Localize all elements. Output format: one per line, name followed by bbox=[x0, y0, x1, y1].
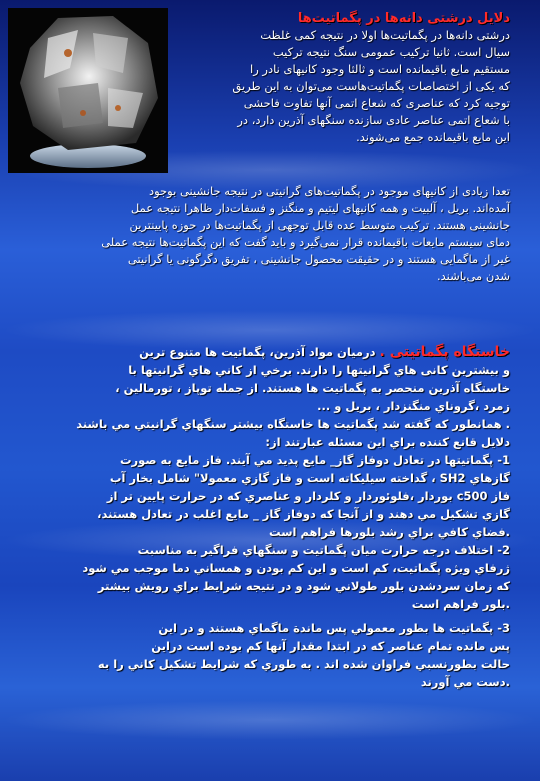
section-replacement bbox=[20, 183, 510, 285]
reason-item: 3- پگماتیت ها بطور معمولي پس ماندة ماگماي هستند و در این پس مانده تمام عناصر که در ابتدا مقدار آنها کم بوده است دراین حالت بطورنسبي فراوان شده اند . به طوري که شرایط تشکیل کاني را به .دست مي آورند bbox=[97, 621, 510, 689]
origin-line: زمرد ،گروناي منگنزدار ، بریل و ... bbox=[317, 399, 510, 413]
section-title: دلایل درشتی دانه‌ها در پگماتیت‌ها bbox=[297, 11, 510, 26]
section-grain-size bbox=[190, 10, 510, 146]
origin-line: دلایل قانع کننده براي این مسئله عبارتند از: bbox=[265, 435, 510, 449]
reason-item: 1- پگماتیتها در تعادل دوفاز گاز_ مایع پدید مي آیند. فاز مایع به صورت گازهاي SH2 ، گداخته سیلیکاته است و فاز گازي معمولا" شامل بخار آب فاز c500 بوردار ،فلوئوردار و کلردار و عناصري که در حرارت پایین تر از گازي تشکیل مي دهند و از آنجا که دوفاز گاز _ مایع اغلب در تعادل هستند، .فضاي کافي براي رشد بلورها فراهم است bbox=[97, 453, 510, 539]
origin-line: خاستگاه آذرین منحصر به پگماتیت ها هستند. از جمله توپاز ، تورمالین ، bbox=[115, 381, 510, 395]
origin-line: . همانطور که گفته شد پگماتیت ها خاستگاه بیشتر سنگهاي گرانیتي مي باشند bbox=[76, 417, 510, 431]
section-paragraph: تعدا زیادی از کانیهای موجود در پگماتیت‌های گرانیتی در نتیجه جانشینی بوجود آمده‌اند. بریل ، آلبیت و همه کانیهای لیتیم و منگنز و فسفات‌دار ظاهرا نتیجه عمل جانشینی هستند. ترکیب متوسط عده قابل توجهی از پگماتیت‌ها در حوزه پایینترین دمای سیستم مایعات باقیمانده قرار نمی‌گیرد و باید گفت که این پگماتیت‌ها نتیجه عملی غیر از ماگمایی هستند و در حقیقت محصول جانشینی ، تفریق دگرگونی یا گرانیتی شدن می‌باشند. bbox=[101, 184, 510, 283]
origin-line: و بیشترین کانی هاي گرانیتها را دارند. برخي از کاني هاي گرانیتها با bbox=[128, 363, 510, 377]
section-title: خاستگاه پگماتیتی . bbox=[379, 344, 510, 360]
section-paragraph: درشتی دانه‌ها در پگماتیت‌ها اولا در نتیجه کمی غلظت سیال است. ثانیا ترکیب عمومی سنگ نتیجه ترکیب مستقیم مایع باقیمانده است و ثالثا وجود کانیهای نادر را که یکی از اختصاصات پگماتیت‌هاست می‌توان به این طریق توجیه کرد که عناصری که شعاع اتمی آنها تفاوت فاحشی با شعاع اتمی عناصر عادی سازنده سنگهای آذرین دارد، در این مایع باقیمانده جمع می‌شوند. bbox=[232, 28, 510, 144]
mineral-photo bbox=[8, 8, 168, 173]
origin-intro: درمیان مواد آذرین، پگماتیت ها متنوع ترین bbox=[139, 345, 376, 359]
reason-item: 2- اختلاف درجه حرارت میان پگماتیت و سنگهاي فراگیر به مناسبت ژرفاي ویژه پگماتیت، کم است و این کم بودن و همساني دما موجب مي شود که زمان سردشدن بلور طولاني شود و در نتیجه شرایط براي رویش بیشتر .بلور فراهم است bbox=[82, 543, 510, 611]
section-origin bbox=[20, 343, 510, 691]
origin-heading-line bbox=[20, 343, 510, 361]
